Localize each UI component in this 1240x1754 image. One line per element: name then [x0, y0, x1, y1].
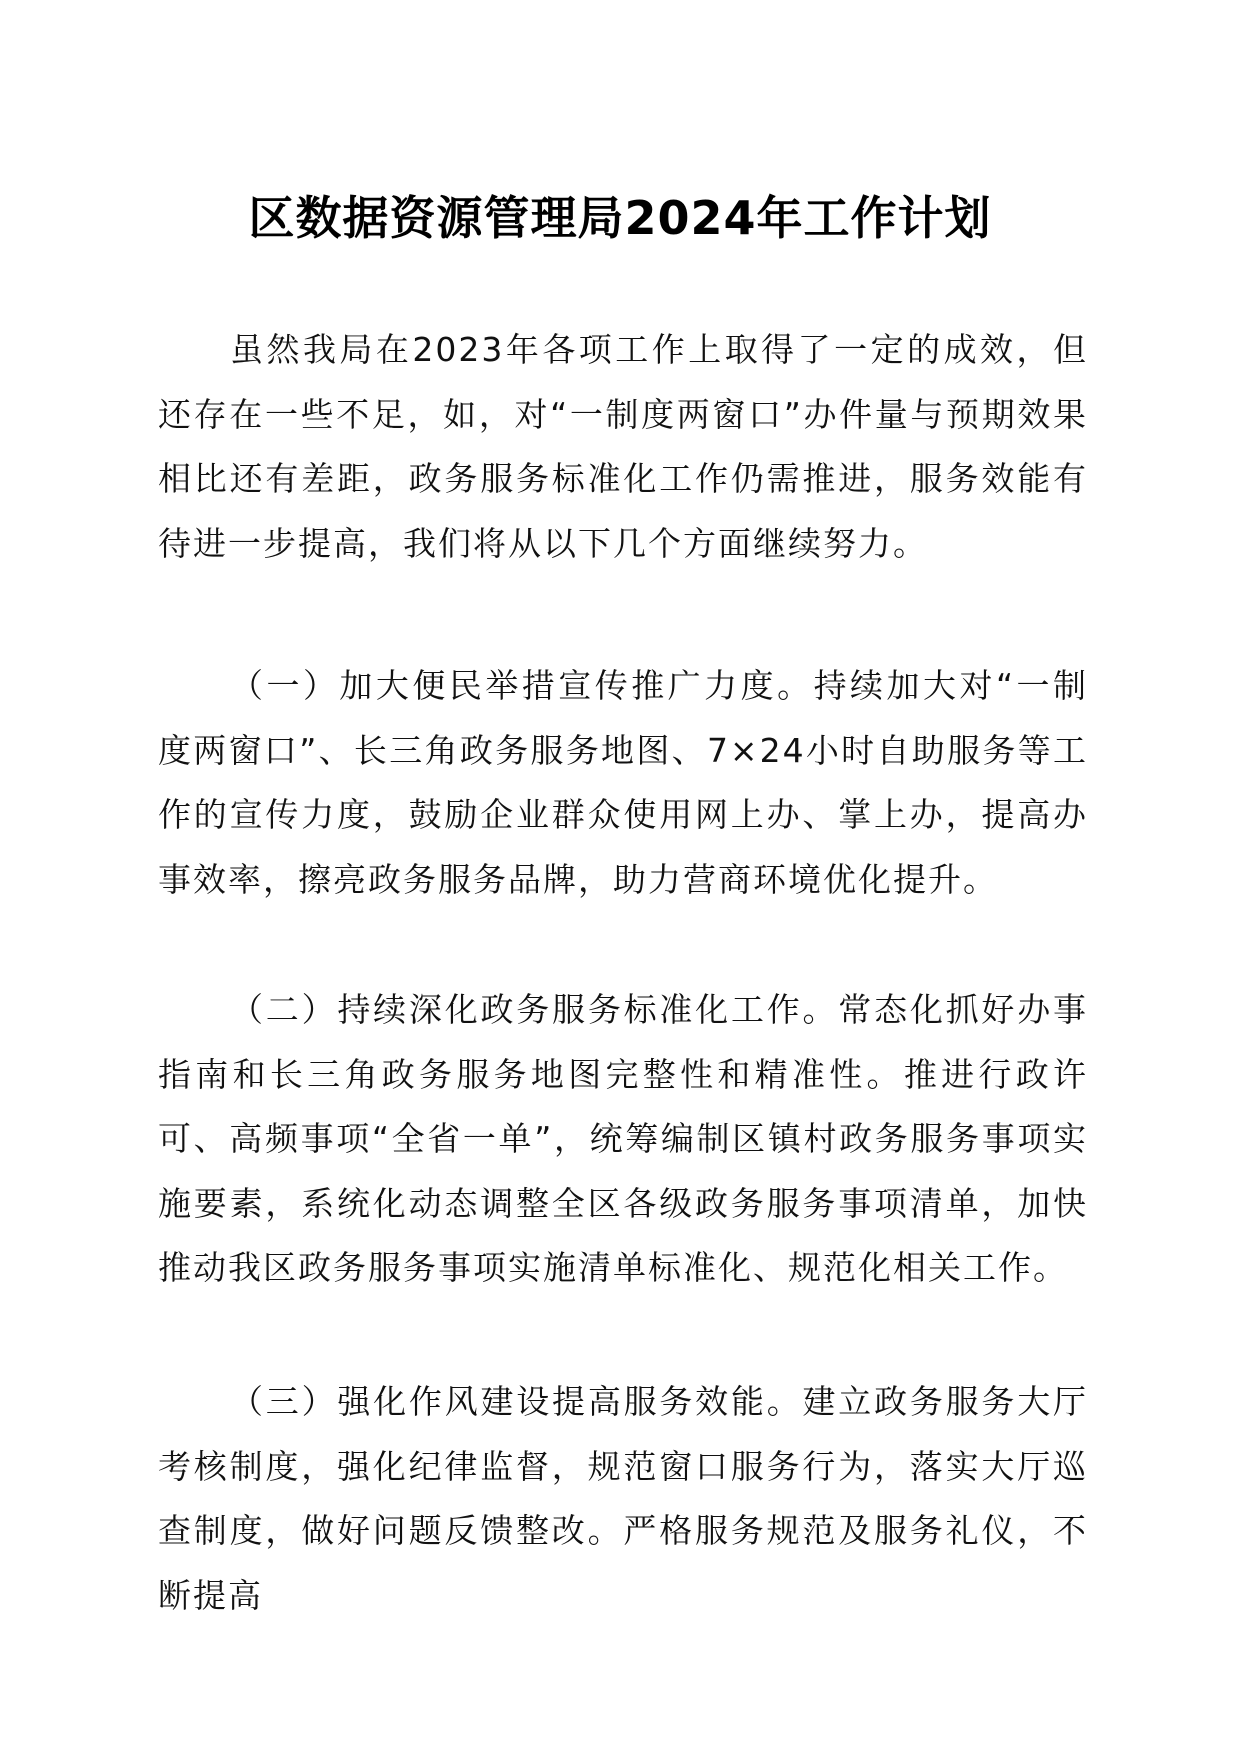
paragraph-section-3: （三）强化作风建设提高服务效能。建立政务服务大厅考核制度，强化纪律监督，规范窗口服务行为，落实大厅巡查制度，做好问题反馈整改。严格服务规范及服务礼仪，不断提高: [158, 1382, 1088, 1615]
document-title: 区数据资源管理局2024年工作计划: [248, 191, 992, 245]
paragraph-intro: 虽然我局在2023年各项工作上取得了一定的成效，但还存在一些不足，如，对“一制度两窗口”办件量与预期效果相比还有差距，政务服务标准化工作仍需推进，服务效能有待进一步提高，我们将从以下几个方面继续努力。: [158, 330, 1088, 563]
paragraph-section-2: （二）持续深化政务服务标准化工作。常态化抓好办事指南和长三角政务服务地图完整性和精准性。推进行政许可、高频事项“全省一单”，统筹编制区镇村政务服务事项实施要素，系统化动态调整全区各级政务服务事项清单，加快推动我区政务服务事项实施清单标准化、规范化相关工作。: [158, 990, 1088, 1287]
paragraph-section-1: （一）加大便民举措宣传推广力度。持续加大对“一制度两窗口”、长三角政务服务地图、7×24小时自助服务等工作的宣传力度，鼓励企业群众使用网上办、掌上办，提高办事效率，擦亮政务服务品牌，助力营商环境优化提升。: [158, 666, 1088, 899]
